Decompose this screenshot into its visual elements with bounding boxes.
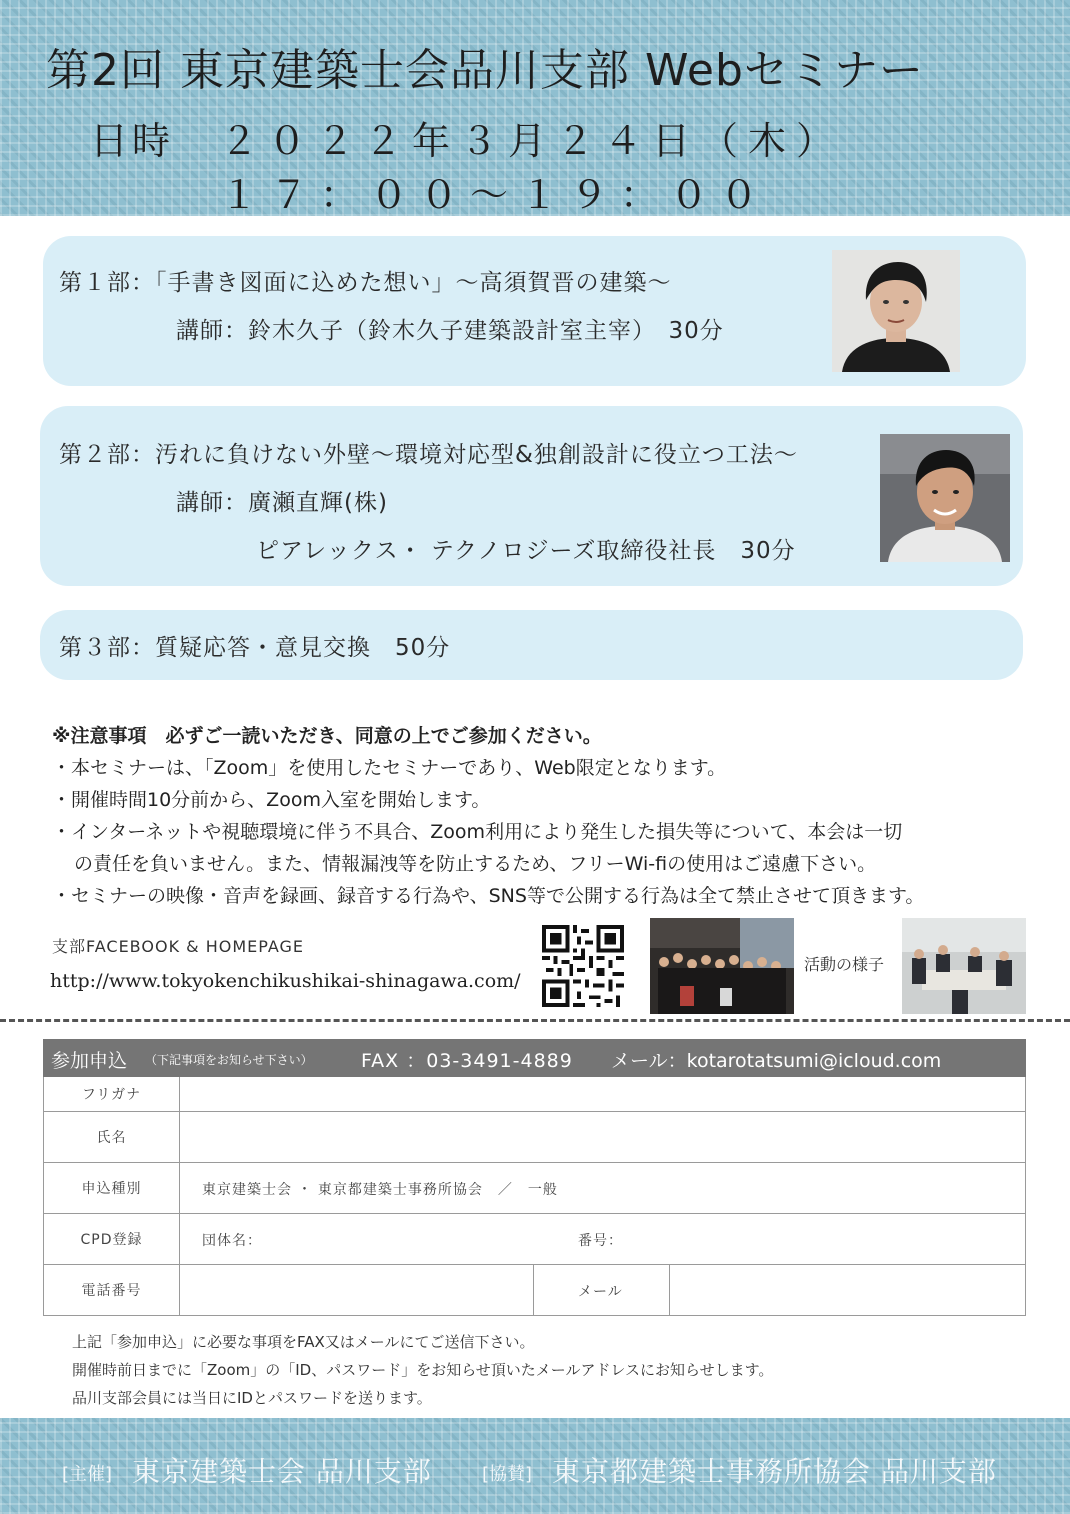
application-header [43,1039,1026,1077]
form-row-cpd [44,1213,1025,1265]
sponsor-tag: [協賛] [482,1464,533,1485]
application-note: 品川支部会員には当日にIDとパスワードを送ります。 [72,1389,432,1407]
notice-item: ・インターネットや視聴環境に伴う不具合、Zoom利用により発生した損失等について、本会は一切 [52,821,903,843]
cpd-number-label: 番号： [578,1233,623,1249]
sponsor-name: 東京都建築士事務所協会 品川支部 [552,1455,997,1488]
application-note: 開催時前日までに「Zoom」の「ID、パスワード」をお知らせ頂いたメールアドレスにお知らせします。 [72,1361,774,1379]
lecturer-photo-2 [880,434,1010,562]
date-value: ２０２２年３月２４日（木） [220,119,845,163]
host-tag: [主催] [62,1464,113,1485]
qr-code-icon[interactable] [541,925,625,1007]
part2-lecturer-company: ピアレックス・ テクノロジーズ取締役社長 30分 [256,538,796,564]
application-form [43,1077,1026,1316]
part2-lecturer: 講師：廣瀬直輝(株) [176,490,388,516]
part1-title: 第１部：「手書き図面に込めた想い」～高須賀晋の建築～ [59,270,672,296]
program-part-1 [43,236,1026,386]
activity-label: 活動の様子 [804,955,885,974]
activity-photo-group [650,918,794,1014]
application-note: 上記「参加申込」に必要な事項をFAX又はメールにてご送信下さい。 [72,1333,535,1351]
notice-item: ・本セミナーは、「Zoom」を使用したセミナーであり、Web限定となります。 [52,757,727,779]
application-type-label: 申込種別 [44,1162,180,1213]
form-row-furigana [44,1077,1025,1112]
program-part-3 [40,610,1023,680]
phone-label: 電話番号 [44,1264,180,1315]
column-divider [533,1264,534,1315]
application-notes [72,1328,773,1412]
form-row-type [44,1162,1025,1214]
form-row-name [44,1111,1025,1163]
cpd-label: CPD登録 [44,1213,180,1264]
application-title: 参加申込 [51,1050,128,1072]
homepage-url[interactable]: http://www.tokyokenchikushikai-shinagawa.com/ [50,970,521,992]
part2-title: 第２部：汚れに負けない外壁～環境対応型&独創設計に役立つ工法～ [59,442,798,468]
part1-lecturer: 講師：鈴木久子（鈴木久子建築設計室主宰） 30分 [176,318,724,344]
activity-photo-meeting [902,918,1026,1014]
notice-section [52,720,1042,912]
lecturer-photo-1 [832,250,960,372]
notice-heading: ※注意事項 必ずご一読いただき、同意の上でご参加ください。 [52,725,602,747]
date-label: 日時 [90,119,175,163]
page-title: 第2回 東京建築士会品川支部 Webセミナー [46,45,924,96]
form-row-phone [44,1264,1025,1315]
facebook-homepage-label: 支部FACEBOOK & HOMEPAGE [52,937,305,956]
application-subtitle: （下記事項をお知らせ下さい） [145,1053,313,1067]
contact-email[interactable]: メール：kotarotatsumi@icloud.com [611,1050,942,1072]
part3-title: 第３部：質疑応答・意見交換 50分 [59,635,451,661]
fax-number: FAX ：03-3491-4889 [361,1050,573,1072]
application-type-options[interactable]: 東京建築士会 ・ 東京都建築士事務所協会 ／ 一般 [202,1182,558,1198]
cpd-group-label: 団体名： [202,1233,262,1249]
header-banner [0,0,1070,216]
notice-item: ・セミナーの映像・音声を録画、録音する行為や、SNS等で公開する行為は全て禁止させて頂きます。 [52,885,925,907]
notice-item: ・開催時間10分前から、Zoom入室を開始します。 [52,789,491,811]
host-name: 東京建築士会 品川支部 [132,1455,432,1488]
mail-label: メール [578,1284,623,1300]
footer-banner [0,1418,1070,1514]
furigana-label: フリガナ [44,1077,180,1111]
date-line [90,110,844,165]
furigana-field[interactable] [180,1077,1024,1111]
column-divider [669,1264,670,1315]
notice-item: の責任を負いません。また、情報漏洩等を防止するため、フリーWi-fiの使用はご遠慮下さい。 [74,853,877,875]
cut-line [0,1019,1070,1022]
name-label: 氏名 [44,1111,180,1162]
name-field[interactable] [180,1111,1024,1162]
program-part-2 [40,406,1023,586]
time-value: １７：００～１９：００ [220,173,771,217]
